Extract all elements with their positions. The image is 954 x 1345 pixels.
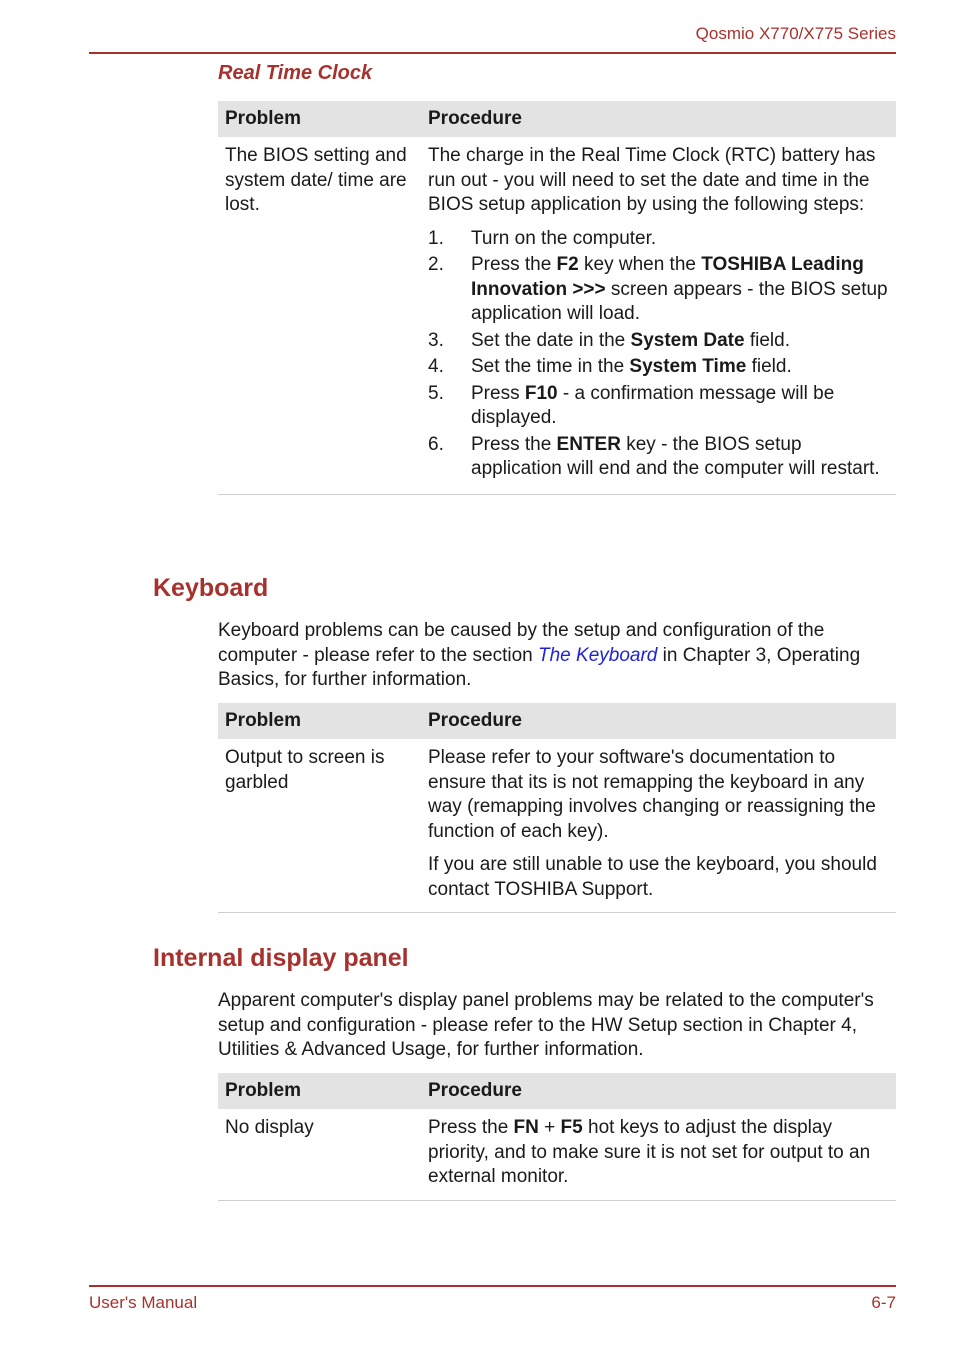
- column-header-problem: Problem: [218, 1073, 421, 1109]
- text-run: - a confirmation message will be displayed.: [471, 382, 835, 428]
- step-text: [471, 382, 889, 431]
- display-intro: Apparent computer's display panel problems may be related to the computer's setup and configuration - please refer to the HW Setup section in Chapter 4, Utilities & Advanced Usage, for further information.: [218, 990, 874, 1060]
- text-run: key - the BIOS setup application will end and the computer will restart.: [471, 433, 880, 479]
- rtc-subheading: Real Time Clock: [218, 62, 373, 84]
- procedure-step: [428, 355, 889, 380]
- page-number: 6-7: [871, 1293, 896, 1312]
- running-header: Qosmio X770/X775 Series: [695, 24, 896, 43]
- text-run: Press the: [471, 254, 557, 275]
- procedure-step: [428, 253, 889, 327]
- step-text: [471, 227, 889, 252]
- procedure-step: [428, 433, 889, 482]
- procedure-cell: [421, 137, 896, 494]
- procedure-step: [428, 227, 889, 252]
- bold-term: ENTER: [556, 433, 621, 455]
- text-run: +: [538, 1117, 561, 1138]
- bold-term: F5: [560, 1117, 583, 1138]
- problem-cell: Output to screen is garbled: [218, 739, 421, 913]
- keyboard-intro-text: Keyboard problems can be caused by the setup and configuration of the computer - please refer to the section: [218, 620, 825, 666]
- column-header-procedure: Procedure: [421, 703, 896, 739]
- text-run: field.: [746, 356, 792, 377]
- table-header-row: [218, 703, 896, 739]
- step-number: 6.: [428, 433, 444, 455]
- procedure-intro: The charge in the Real Time Clock (RTC) battery has run out - you will need to set the date and time in the BIOS setup application by using the following steps:: [428, 145, 876, 215]
- bold-term: System Time: [629, 356, 747, 377]
- procedure-step: [428, 382, 889, 431]
- procedure-steps-list: [428, 227, 889, 482]
- table-row: [218, 137, 896, 494]
- text-run: Turn on the computer.: [471, 227, 657, 249]
- bold-term: F10: [524, 382, 558, 404]
- table-header-row: [218, 101, 896, 137]
- bold-term: FN: [513, 1117, 539, 1138]
- step-text: [471, 329, 889, 354]
- procedure-step: [428, 329, 889, 354]
- section-title-keyboard: Keyboard: [153, 574, 269, 602]
- text-run: key when the: [578, 254, 702, 275]
- text-run: Press the: [428, 1117, 514, 1138]
- text-run: Press: [471, 382, 525, 404]
- text-run: hot keys to adjust the display priority, and to make sure it is not set for output to an external monitor.: [428, 1117, 871, 1187]
- step-number: 1.: [428, 227, 444, 249]
- text-run: Set the time in the: [471, 356, 630, 377]
- procedure-paragraph: If you are still unable to use the keyboard, you should contact TOSHIBA Support.: [428, 854, 877, 900]
- display-table: [218, 1073, 896, 1201]
- column-header-problem: Problem: [218, 703, 421, 739]
- keyboard-intro-text-end: in Chapter 3, Operating Basics, for further information.: [218, 644, 861, 690]
- section-title-internal-display: Internal display panel: [153, 944, 409, 972]
- problem-cell: The BIOS setting and system date/ time are lost.: [218, 137, 421, 494]
- bold-term: F2: [556, 254, 579, 275]
- table-row: [218, 1109, 896, 1200]
- procedure-cell: [421, 1109, 896, 1200]
- text-run: screen appears - the BIOS setup application will load.: [471, 278, 888, 324]
- text-run: Set the date in the: [471, 329, 631, 351]
- header-rule: [89, 52, 896, 54]
- procedure-paragraph: Please refer to your software's documentation to ensure that its is not remapping the keyboard in any way (remapping involves changing or reassigning the function of each key).: [428, 747, 876, 842]
- text-run: field.: [744, 329, 790, 351]
- step-number: 5.: [428, 382, 444, 404]
- footer-manual-title: User's Manual: [89, 1293, 198, 1312]
- text-run: Press the: [471, 433, 557, 455]
- bold-term: TOSHIBA Leading Innovation >>>: [471, 254, 864, 300]
- rtc-table: [218, 101, 896, 495]
- step-number: 3.: [428, 329, 444, 351]
- table-header-row: [218, 1073, 896, 1109]
- footer-rule: [89, 1285, 896, 1287]
- procedure-cell: [421, 739, 896, 913]
- the-keyboard-link[interactable]: The Keyboard: [538, 644, 658, 666]
- step-text: [471, 253, 889, 327]
- step-text: [471, 433, 889, 482]
- keyboard-intro: [218, 619, 896, 693]
- column-header-procedure: Procedure: [421, 1073, 896, 1109]
- column-header-procedure: Procedure: [421, 101, 896, 137]
- bold-term: System Date: [630, 329, 745, 351]
- keyboard-table: [218, 703, 896, 913]
- step-text: [471, 355, 889, 380]
- table-row: [218, 739, 896, 913]
- step-number: 2.: [428, 254, 444, 275]
- step-number: 4.: [428, 356, 444, 377]
- column-header-problem: Problem: [218, 101, 421, 137]
- problem-cell: No display: [218, 1109, 421, 1200]
